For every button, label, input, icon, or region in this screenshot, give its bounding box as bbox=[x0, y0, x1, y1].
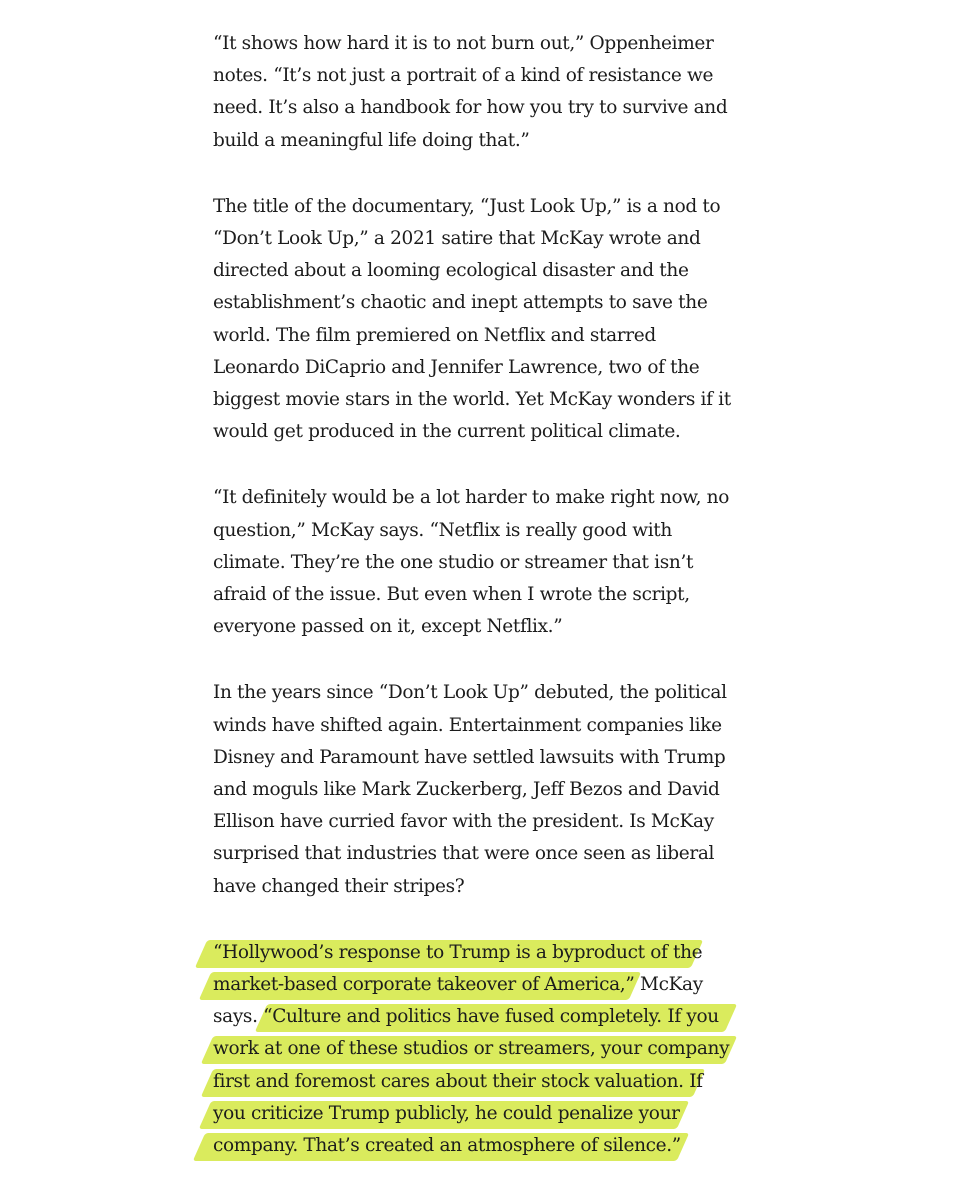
line-text: directed about a looming ecological disaster and the bbox=[213, 260, 689, 282]
paragraph-2 bbox=[213, 191, 743, 449]
highlighted-line bbox=[213, 1001, 743, 1033]
text-line bbox=[213, 742, 743, 774]
line-text: build a meaningful life doing that.” bbox=[213, 129, 530, 151]
line-text: surprised that industries that were once seen as liberal bbox=[213, 843, 715, 865]
line-text: “It definitely would be a lot harder to make right now, no bbox=[213, 487, 729, 509]
line-text: need. It’s also a handbook for how you try to survive and bbox=[213, 97, 728, 119]
text-line bbox=[213, 384, 743, 416]
line-text: Ellison have curried favor with the president. Is McKay bbox=[213, 811, 714, 833]
line-text: Leonardo DiCaprio and Jennifer Lawrence, two of the bbox=[213, 356, 700, 378]
line-text: biggest movie stars in the world. Yet McKay wonders if it bbox=[213, 389, 731, 411]
highlighted-line bbox=[213, 1130, 743, 1162]
line-text: have changed their stripes? bbox=[213, 875, 465, 897]
highlighted-line bbox=[213, 969, 743, 1001]
line-text: you criticize Trump publicly, he could penalize your bbox=[213, 1102, 680, 1124]
article-body bbox=[213, 28, 743, 1196]
text-line bbox=[213, 774, 743, 806]
text-line bbox=[213, 710, 743, 742]
line-text: In the years since “Don’t Look Up” debuted, the political bbox=[213, 682, 727, 704]
line-text: market-based corporate takeover of America,” McKay bbox=[213, 974, 703, 996]
text-line bbox=[213, 806, 743, 838]
line-text: climate. They’re the one studio or streamer that isn’t bbox=[213, 551, 694, 573]
line-text: The title of the documentary, “Just Look Up,” is a nod to bbox=[213, 195, 721, 217]
line-text: would get produced in the current political climate. bbox=[213, 421, 681, 443]
line-text: establishment’s chaotic and inept attempts to save the bbox=[213, 292, 708, 314]
line-text: everyone passed on it, except Netflix.” bbox=[213, 616, 563, 638]
highlighted-line bbox=[213, 1033, 743, 1065]
line-text: Disney and Paramount have settled lawsuits with Trump bbox=[213, 746, 726, 768]
line-text: world. The film premiered on Netflix and starred bbox=[213, 324, 656, 346]
line-text: first and foremost cares about their stock valuation. If bbox=[213, 1070, 703, 1092]
text-line bbox=[213, 191, 743, 223]
line-text: notes. “It’s not just a portrait of a kind of resistance we bbox=[213, 65, 714, 87]
text-line bbox=[213, 352, 743, 384]
line-text: work at one of these studios or streamers, your company bbox=[213, 1038, 730, 1060]
line-text: winds have shifted again. Entertainment companies like bbox=[213, 714, 722, 736]
line-text: “Hollywood’s response to Trump is a byproduct of the bbox=[213, 941, 703, 963]
text-line bbox=[213, 416, 743, 448]
line-text: “Don’t Look Up,” a 2021 satire that McKay wrote and bbox=[213, 228, 701, 250]
highlighted-line bbox=[213, 1098, 743, 1130]
text-line bbox=[213, 611, 743, 643]
line-text: “It shows how hard it is to not burn out,” Oppenheimer bbox=[213, 33, 714, 54]
line-text: company. That’s created an atmosphere of silence.” bbox=[213, 1135, 681, 1157]
text-line bbox=[213, 320, 743, 352]
line-text: says. “Culture and politics have fused completely. If you bbox=[213, 1006, 719, 1028]
text-line bbox=[213, 28, 743, 60]
paragraph-4 bbox=[213, 677, 743, 902]
text-line bbox=[213, 287, 743, 319]
paragraph-5-highlighted bbox=[213, 937, 743, 1162]
text-line bbox=[213, 92, 743, 124]
text-line bbox=[213, 223, 743, 255]
line-text: and moguls like Mark Zuckerberg, Jeff Bezos and David bbox=[213, 779, 720, 801]
text-line bbox=[213, 60, 743, 92]
text-line bbox=[213, 677, 743, 709]
text-line bbox=[213, 871, 743, 903]
text-line bbox=[213, 255, 743, 287]
highlighted-line bbox=[213, 937, 743, 969]
line-text: question,” McKay says. “Netflix is really good with bbox=[213, 519, 672, 541]
text-line bbox=[213, 579, 743, 611]
text-line bbox=[213, 515, 743, 547]
highlighted-line bbox=[213, 1066, 743, 1098]
paragraph-3 bbox=[213, 482, 743, 643]
text-line bbox=[213, 482, 743, 514]
text-line bbox=[213, 547, 743, 579]
text-line bbox=[213, 838, 743, 870]
line-text: afraid of the issue. But even when I wrote the script, bbox=[213, 584, 690, 606]
text-line bbox=[213, 125, 743, 157]
paragraph-1 bbox=[213, 28, 743, 157]
